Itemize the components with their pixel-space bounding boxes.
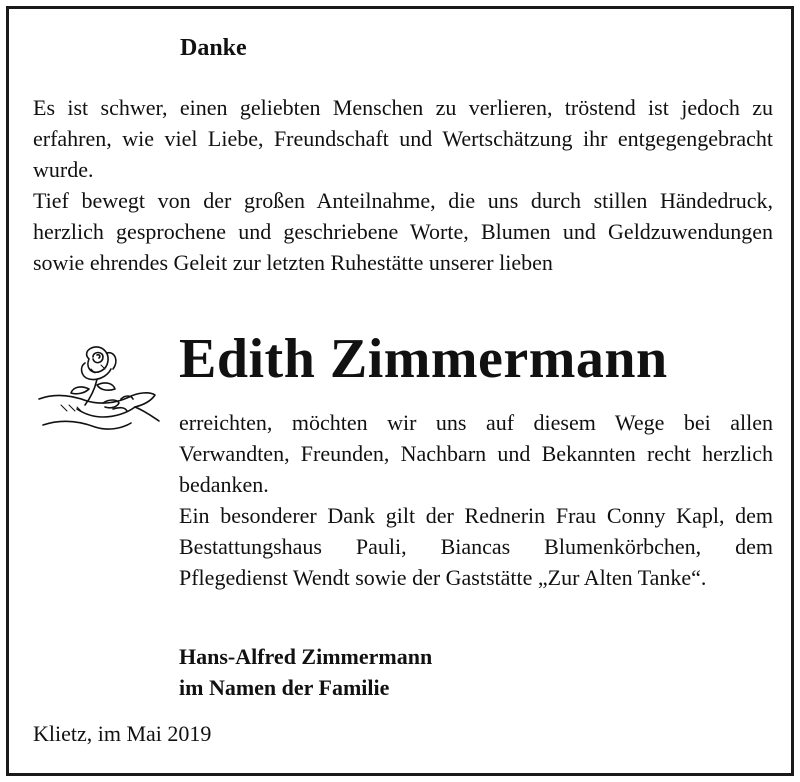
rose-in-hand-icon [31, 339, 163, 439]
deceased-name: Edith Zimmermann [179, 328, 668, 390]
obituary-notice [6, 6, 794, 776]
body-text [179, 407, 773, 593]
body-paragraph: erreichten, möchten wir uns auf diesem Wege bei allen Verwandten, Freunden, Nachbarn und Bekannten recht herzlich bedanken. [179, 410, 773, 497]
intro-text [33, 92, 773, 278]
notice-heading: Danke [180, 35, 247, 61]
signature-block [179, 641, 432, 703]
intro-paragraph: Es ist schwer, einen geliebten Menschen zu verlieren, tröstend ist jedoch zu erfahren, wie viel Liebe, Freundschaft und Wertschätzung ihr entgegengebracht wurde. [33, 95, 773, 182]
place-date: Klietz, im Mai 2019 [33, 721, 212, 746]
body-paragraph: Ein besonderer Dank gilt der Rednerin Frau Conny Kapl, dem Bestattungshaus Pauli, Biancas Blumenkörbchen, dem Pflegedienst Wendt sowie der Gaststätte „Zur Alten Tanke“. [179, 503, 773, 590]
intro-paragraph: Tief bewegt von der großen Anteilnahme, die uns durch stillen Händedruck, herzlich gesprochene und geschriebene Worte, Blumen und Geldzuwendungen sowie ehrendes Geleit zur letzten Ruhestätte unserer lieben [33, 188, 773, 275]
signature-line: im Namen der Familie [179, 675, 390, 700]
signature-name: Hans-Alfred Zimmermann [179, 644, 433, 669]
